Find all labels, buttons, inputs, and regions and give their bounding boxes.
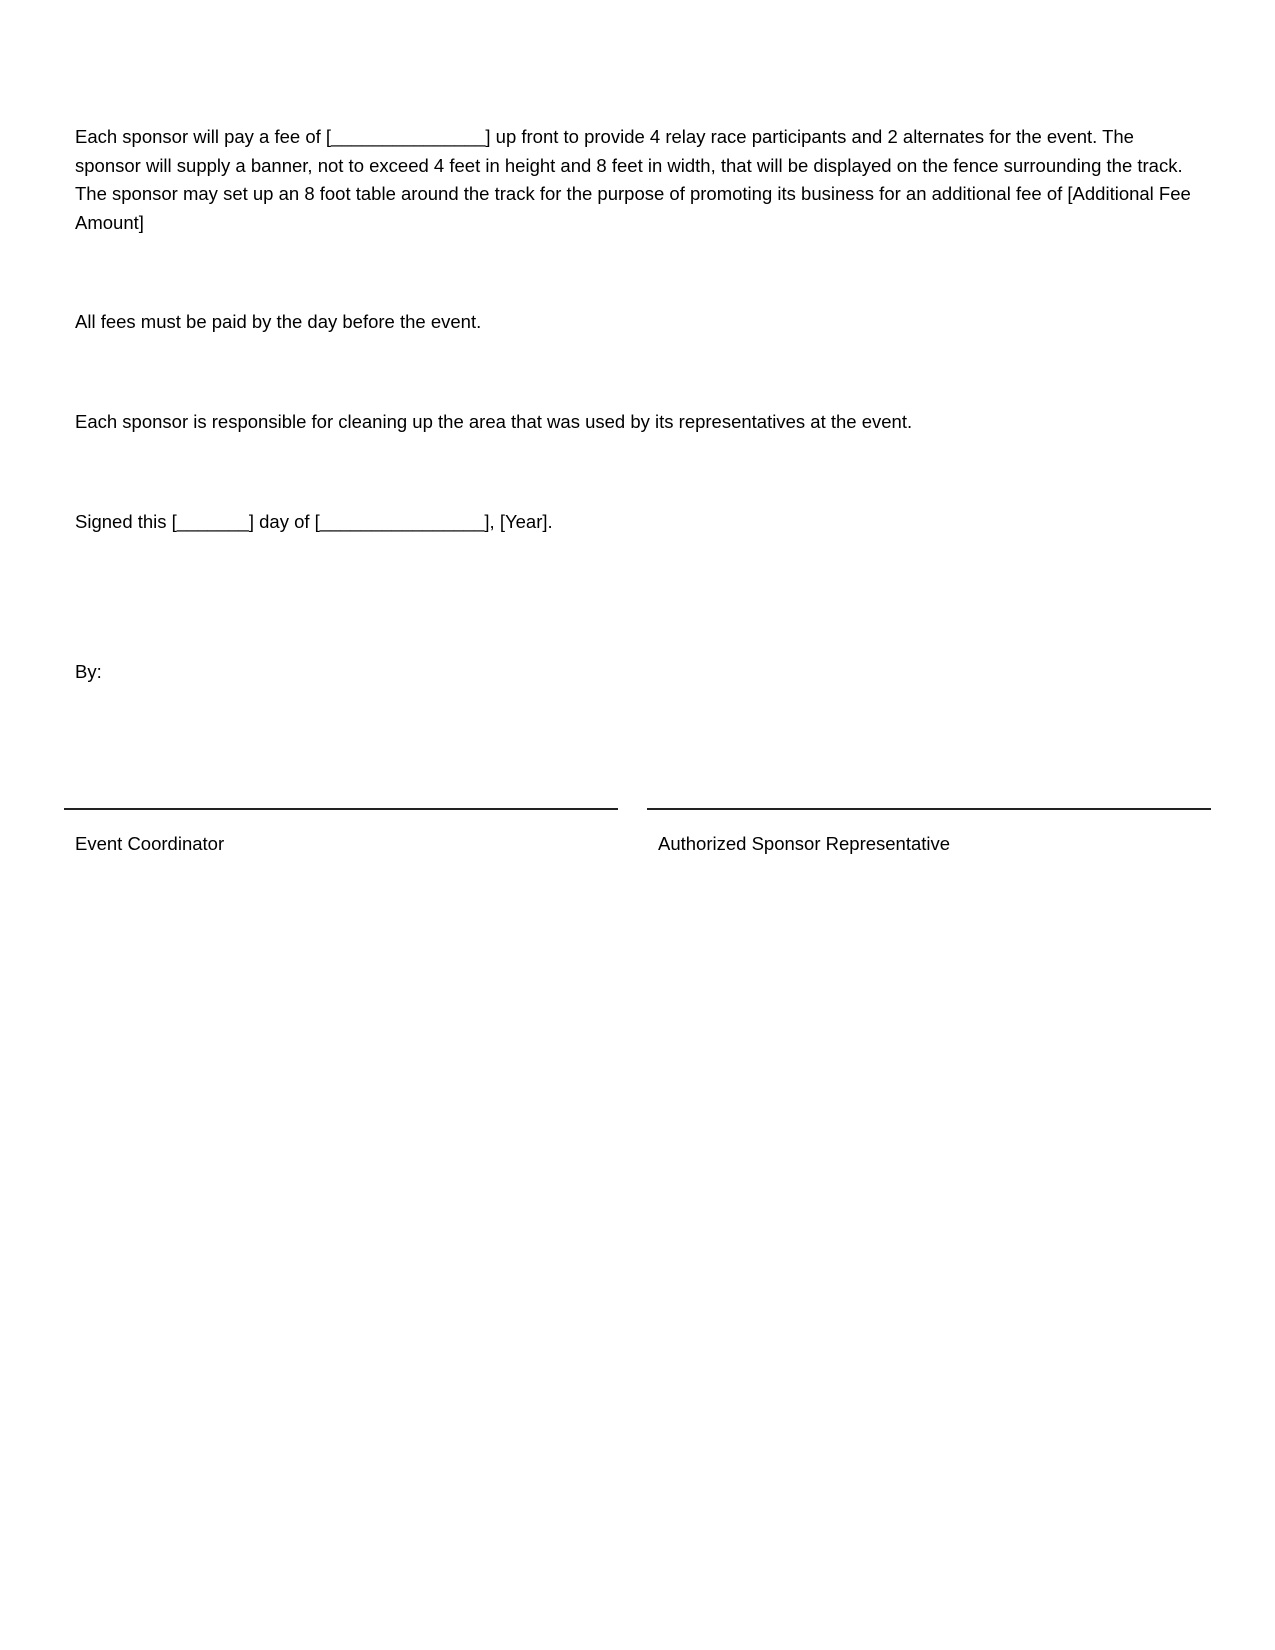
event-coordinator-signature-line [64,808,618,810]
event-coordinator-label: Event Coordinator [75,833,225,854]
sponsor-fee-paragraph: Each sponsor will pay a fee of [_______________] up front to provide 4 relay race participants and 2 alternates for the event. The sponsor will supply a banner, not to exceed 4 feet in height and 8 feet in width, that will be displayed on the fence surrounding the track. The sponsor may set up an 8 foot table around the track for the purpose of promoting its business for an additional fee of [Additional Fee Amount] [75,126,1191,233]
by-label: By: [75,661,102,682]
fee-deadline-paragraph: All fees must be paid by the day before the event. [75,311,482,332]
sponsor-representative-signature-line [647,808,1211,810]
cleanup-paragraph: Each sponsor is responsible for cleaning up the area that was used by its representatives at the event. [75,411,913,432]
signed-date-paragraph: Signed this [_______] day of [________________], [Year]. [75,511,553,532]
sponsor-representative-label: Authorized Sponsor Representative [658,833,951,854]
